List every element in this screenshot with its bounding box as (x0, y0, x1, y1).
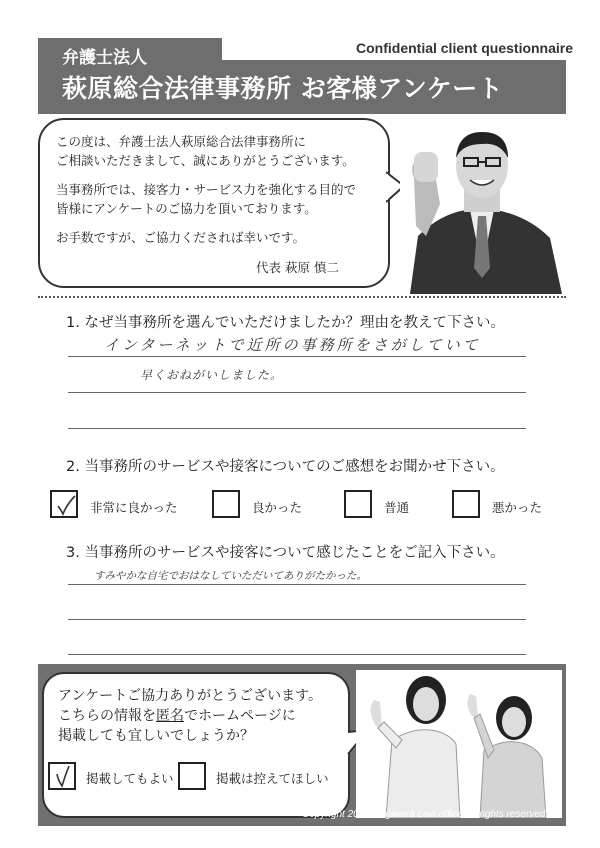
consent-text: こちらの情報を (58, 708, 156, 724)
answer-line (68, 619, 526, 620)
option-label: 掲載は控えてほしい (216, 771, 329, 786)
q3-answer-line1: すみやかな自宅でおはなしていただいてありがたかった。 (94, 570, 367, 582)
copyright: Copyrignt 2014 Hagiwara Law office.All rights reserved. (302, 809, 549, 820)
answer-line (68, 356, 526, 357)
q1-answer-line1: インターネットで近所の事務所をさがしていて (104, 336, 481, 354)
intro-line: この度は、弁護士法人萩原総合法律事務所に (56, 134, 307, 149)
consent-line: アンケートご協力ありがとうございます。 (58, 688, 323, 704)
section-divider (38, 296, 566, 298)
checkbox-publish-decline[interactable] (178, 762, 206, 790)
question-1: 1. なぜ当事務所を選んでいただけましたか？理由を教えて下さい。 (66, 315, 505, 331)
option-label: 非常に良かった (90, 500, 178, 515)
checkbox-bad[interactable] (452, 490, 480, 518)
intro-message (56, 132, 386, 257)
signature: 代表 萩原 慎二 (256, 260, 339, 275)
intro-line: お手数ですが、ご協力くだされば幸いです。 (56, 230, 306, 245)
confidential-label: Confidential client questionnaire (356, 40, 574, 56)
answer-line (68, 392, 526, 393)
checkbox-good[interactable] (212, 490, 240, 518)
staff-photo (356, 670, 562, 818)
answer-line (68, 428, 526, 429)
anonymous-emphasis: 匿名 (156, 708, 184, 724)
intro-line: 当事務所では、接客力・サービス力を強化する目的で (56, 182, 357, 197)
lawyer-photo (400, 118, 566, 294)
checkmark-icon (53, 766, 75, 788)
checkbox-average[interactable] (344, 490, 372, 518)
consent-text: でホームページに (184, 708, 296, 724)
checkbox-publish-ok[interactable] (48, 762, 76, 790)
consent-line: 掲載しても宜しいでしょうか？ (58, 728, 254, 744)
option-label: 良かった (252, 500, 303, 515)
option-label: 掲載してもよい (86, 771, 174, 786)
checkmark-icon (55, 494, 77, 516)
option-label: 普通 (384, 500, 410, 515)
intro-line: ご相談いただきまして、誠にありがとうございます。 (56, 153, 355, 168)
question-3: 3. 当事務所のサービスや接客について感じたことをご記入下さい。 (66, 545, 505, 561)
page-title: 萩原総合法律事務所 お客様アンケート (62, 74, 504, 103)
intro-line: 皆様にアンケートのご協力を頂いております。 (56, 201, 317, 216)
question-2: 2. 当事務所のサービスや接客についてのご感想をお聞かせ下さい。 (66, 459, 505, 475)
consent-line (58, 706, 348, 726)
checkbox-very-good[interactable] (50, 490, 78, 518)
q1-answer-line2: 早くおねがいしました。 (140, 368, 284, 382)
answer-line (68, 654, 526, 655)
option-label: 悪かった (492, 500, 543, 515)
answer-line (68, 584, 526, 585)
consent-message (58, 686, 348, 746)
firm-type: 弁護士法人 (62, 48, 147, 68)
